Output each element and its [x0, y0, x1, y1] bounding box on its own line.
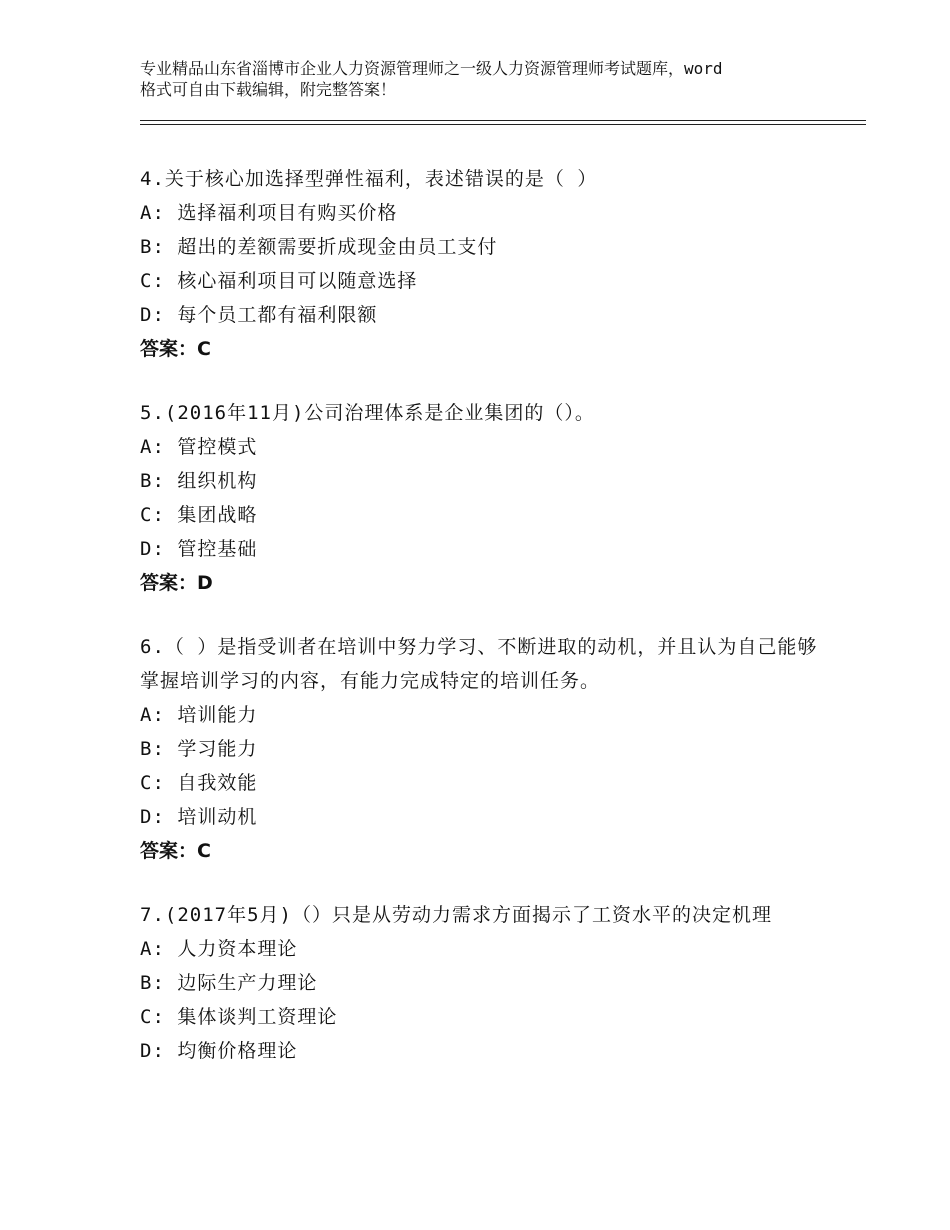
answer: 答案：D — [140, 572, 213, 594]
option-d: D: 均衡价格理论 — [140, 1040, 298, 1062]
answer: 答案：C — [140, 840, 211, 862]
option-c: C: 自我效能 — [140, 772, 258, 794]
option-d: D: 管控基础 — [140, 538, 258, 560]
question-6 — [140, 630, 820, 868]
option-c: C: 核心福利项目可以随意选择 — [140, 270, 418, 292]
option-b: B: 学习能力 — [140, 738, 258, 760]
option-a: A: 培训能力 — [140, 704, 258, 726]
document-header — [140, 58, 830, 100]
option-c: C: 集体谈判工资理论 — [140, 1006, 338, 1028]
question-5 — [140, 396, 820, 600]
option-b: B: 组织机构 — [140, 470, 258, 492]
option-b: B: 超出的差额需要折成现金由员工支付 — [140, 236, 498, 258]
question-stem: 4.关于核心加选择型弹性福利，表述错误的是（ ） — [140, 168, 598, 190]
header-divider — [140, 120, 866, 125]
header-line-2: 格式可自由下载编辑，附完整答案！ — [140, 80, 397, 99]
header-line-1: 专业精品山东省淄博市企业人力资源管理师之一级人力资源管理师考试题库，word — [140, 59, 723, 78]
question-stem: 7.(2017年5月)（）只是从劳动力需求方面揭示了工资水平的决定机理 — [140, 904, 772, 926]
option-a: A: 选择福利项目有购买价格 — [140, 202, 398, 224]
question-list — [140, 162, 820, 1098]
option-b: B: 边际生产力理论 — [140, 972, 318, 994]
option-d: D: 培训动机 — [140, 806, 258, 828]
option-a: A: 人力资本理论 — [140, 938, 298, 960]
answer: 答案：C — [140, 338, 211, 360]
question-stem: 5.(2016年11月)公司治理体系是企业集团的（）。 — [140, 402, 595, 424]
question-4 — [140, 162, 820, 366]
option-a: A: 管控模式 — [140, 436, 258, 458]
question-7 — [140, 898, 820, 1068]
question-stem: 6.（ ）是指受训者在培训中努力学习、不断进取的动机，并且认为自己能够掌握培训学习的内容，有能力完成特定的培训任务。 — [140, 636, 818, 692]
option-d: D: 每个员工都有福利限额 — [140, 304, 378, 326]
option-c: C: 集团战略 — [140, 504, 258, 526]
